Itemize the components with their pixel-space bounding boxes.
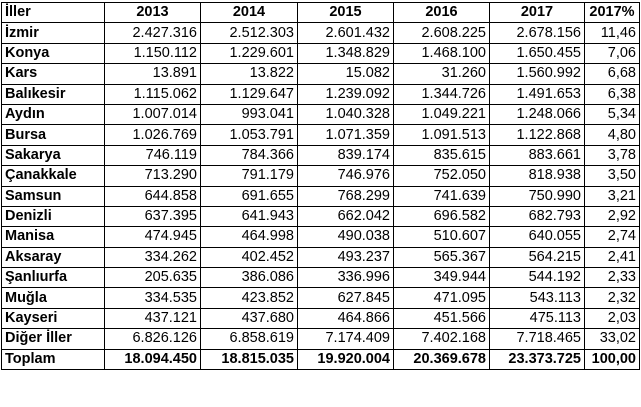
table-cell: 741.639 <box>394 186 490 206</box>
table-cell: Kars <box>2 64 105 84</box>
table-cell: 33,02 <box>585 329 640 349</box>
table-cell: 1.150.112 <box>105 43 201 63</box>
table-cell: 471.095 <box>394 288 490 308</box>
table-cell: 543.113 <box>490 288 585 308</box>
table-cell: 713.290 <box>105 166 201 186</box>
column-header: 2016 <box>394 3 490 23</box>
column-header: 2017% <box>585 3 640 23</box>
table-cell: 784.366 <box>201 145 298 165</box>
table-row <box>2 64 640 84</box>
table-cell: İzmir <box>2 23 105 43</box>
table-cell: 1.248.066 <box>490 104 585 124</box>
table-cell: 1.491.653 <box>490 84 585 104</box>
table-cell: 451.566 <box>394 308 490 328</box>
table-cell: 336.996 <box>298 268 394 288</box>
table-cell: 1.560.992 <box>490 64 585 84</box>
table-cell: 1.229.601 <box>201 43 298 63</box>
table-cell: 2.608.225 <box>394 23 490 43</box>
table-cell: 19.920.004 <box>298 349 394 369</box>
table-cell: 644.858 <box>105 186 201 206</box>
table-cell: Kayseri <box>2 308 105 328</box>
table-cell: 883.661 <box>490 145 585 165</box>
table-cell: Sakarya <box>2 145 105 165</box>
table-cell: 752.050 <box>394 166 490 186</box>
table-cell: 3,21 <box>585 186 640 206</box>
table-cell: 768.299 <box>298 186 394 206</box>
table-cell: 3,50 <box>585 166 640 186</box>
table-cell: 1.053.791 <box>201 125 298 145</box>
table-cell: 818.938 <box>490 166 585 186</box>
table-cell: 1.091.513 <box>394 125 490 145</box>
table-row <box>2 206 640 226</box>
table-total-row <box>2 349 640 369</box>
table-cell: 11,46 <box>585 23 640 43</box>
table-cell: 334.262 <box>105 247 201 267</box>
table-cell: 1.129.647 <box>201 84 298 104</box>
table-cell: 3,78 <box>585 145 640 165</box>
table-cell: 2,41 <box>585 247 640 267</box>
table-cell: 510.607 <box>394 227 490 247</box>
table-cell: 493.237 <box>298 247 394 267</box>
table-cell: 544.192 <box>490 268 585 288</box>
table-cell: 100,00 <box>585 349 640 369</box>
table-cell: 565.367 <box>394 247 490 267</box>
table-row <box>2 145 640 165</box>
table-cell: 1.122.868 <box>490 125 585 145</box>
table-cell: 13.822 <box>201 64 298 84</box>
column-header: 2017 <box>490 3 585 23</box>
table-cell: 839.174 <box>298 145 394 165</box>
table-cell: 423.852 <box>201 288 298 308</box>
table-cell: 205.635 <box>105 268 201 288</box>
table-cell: 1.071.359 <box>298 125 394 145</box>
table-cell: 13.891 <box>105 64 201 84</box>
table-cell: Aydın <box>2 104 105 124</box>
table-cell: 7.718.465 <box>490 329 585 349</box>
table-row <box>2 186 640 206</box>
table-cell: Şanlıurfa <box>2 268 105 288</box>
table-cell: 31.260 <box>394 64 490 84</box>
table-cell: 4,80 <box>585 125 640 145</box>
table-cell: 1.239.092 <box>298 84 394 104</box>
table-cell: 2,92 <box>585 206 640 226</box>
table-cell: 2,32 <box>585 288 640 308</box>
table-cell: 386.086 <box>201 268 298 288</box>
table-row <box>2 227 640 247</box>
column-header: 2013 <box>105 3 201 23</box>
table-cell: 6,38 <box>585 84 640 104</box>
table-cell: 2,33 <box>585 268 640 288</box>
table-cell: 696.582 <box>394 206 490 226</box>
province-data-table <box>1 2 640 370</box>
table-cell: 750.990 <box>490 186 585 206</box>
table-row <box>2 268 640 288</box>
table-cell: 746.119 <box>105 145 201 165</box>
column-header: İller <box>2 3 105 23</box>
table-cell: 464.998 <box>201 227 298 247</box>
table-cell: Denizli <box>2 206 105 226</box>
table-cell: 1.344.726 <box>394 84 490 104</box>
table-cell: 2.427.316 <box>105 23 201 43</box>
table-cell: 23.373.725 <box>490 349 585 369</box>
table-cell: 5,34 <box>585 104 640 124</box>
table-cell: 20.369.678 <box>394 349 490 369</box>
table-row <box>2 329 640 349</box>
table-cell: 6,68 <box>585 64 640 84</box>
table-cell: Konya <box>2 43 105 63</box>
table-cell: 349.944 <box>394 268 490 288</box>
table-cell: 835.615 <box>394 145 490 165</box>
table-cell: 1.007.014 <box>105 104 201 124</box>
table-cell: 7.402.168 <box>394 329 490 349</box>
table-cell: 402.452 <box>201 247 298 267</box>
table-cell: Balıkesir <box>2 84 105 104</box>
table-cell: 691.655 <box>201 186 298 206</box>
table-cell: 7.174.409 <box>298 329 394 349</box>
column-header: 2015 <box>298 3 394 23</box>
table-cell: 475.113 <box>490 308 585 328</box>
table-cell: Çanakkale <box>2 166 105 186</box>
table-cell: 2,74 <box>585 227 640 247</box>
table-cell: 682.793 <box>490 206 585 226</box>
table-body <box>2 23 640 349</box>
table-row <box>2 104 640 124</box>
table-cell: 15.082 <box>298 64 394 84</box>
table-cell: 474.945 <box>105 227 201 247</box>
table-cell: 6.826.126 <box>105 329 201 349</box>
table-row <box>2 43 640 63</box>
table-cell: 1.115.062 <box>105 84 201 104</box>
table-cell: 437.121 <box>105 308 201 328</box>
table-cell: 1.348.829 <box>298 43 394 63</box>
table-cell: 2,03 <box>585 308 640 328</box>
table-row <box>2 247 640 267</box>
table-cell: Samsun <box>2 186 105 206</box>
table-cell: 1.049.221 <box>394 104 490 124</box>
table-cell: 627.845 <box>298 288 394 308</box>
table-cell: 641.943 <box>201 206 298 226</box>
table-cell: 637.395 <box>105 206 201 226</box>
table-row <box>2 125 640 145</box>
table-row <box>2 166 640 186</box>
table-header-row <box>2 3 640 23</box>
table-cell: 1.468.100 <box>394 43 490 63</box>
table-cell: Toplam <box>2 349 105 369</box>
table-cell: 2.512.303 <box>201 23 298 43</box>
table-cell: Diğer İller <box>2 329 105 349</box>
table-row <box>2 23 640 43</box>
table-cell: Aksaray <box>2 247 105 267</box>
table-cell: 662.042 <box>298 206 394 226</box>
table-cell: 437.680 <box>201 308 298 328</box>
table-cell: 2.601.432 <box>298 23 394 43</box>
table-cell: 1.026.769 <box>105 125 201 145</box>
table-cell: Manisa <box>2 227 105 247</box>
table-row <box>2 84 640 104</box>
table-cell: 564.215 <box>490 247 585 267</box>
table-cell: 1.040.328 <box>298 104 394 124</box>
table-cell: 746.976 <box>298 166 394 186</box>
table-cell: 464.866 <box>298 308 394 328</box>
table-cell: Bursa <box>2 125 105 145</box>
table-cell: 2.678.156 <box>490 23 585 43</box>
table-cell: 7,06 <box>585 43 640 63</box>
table-row <box>2 308 640 328</box>
table-cell: 6.858.619 <box>201 329 298 349</box>
table-cell: 791.179 <box>201 166 298 186</box>
table-cell: 993.041 <box>201 104 298 124</box>
column-header: 2014 <box>201 3 298 23</box>
table-cell: 334.535 <box>105 288 201 308</box>
table-cell: 18.094.450 <box>105 349 201 369</box>
table-cell: 640.055 <box>490 227 585 247</box>
table-cell: 490.038 <box>298 227 394 247</box>
table-cell: Muğla <box>2 288 105 308</box>
table-cell: 18.815.035 <box>201 349 298 369</box>
table-row <box>2 288 640 308</box>
table-cell: 1.650.455 <box>490 43 585 63</box>
